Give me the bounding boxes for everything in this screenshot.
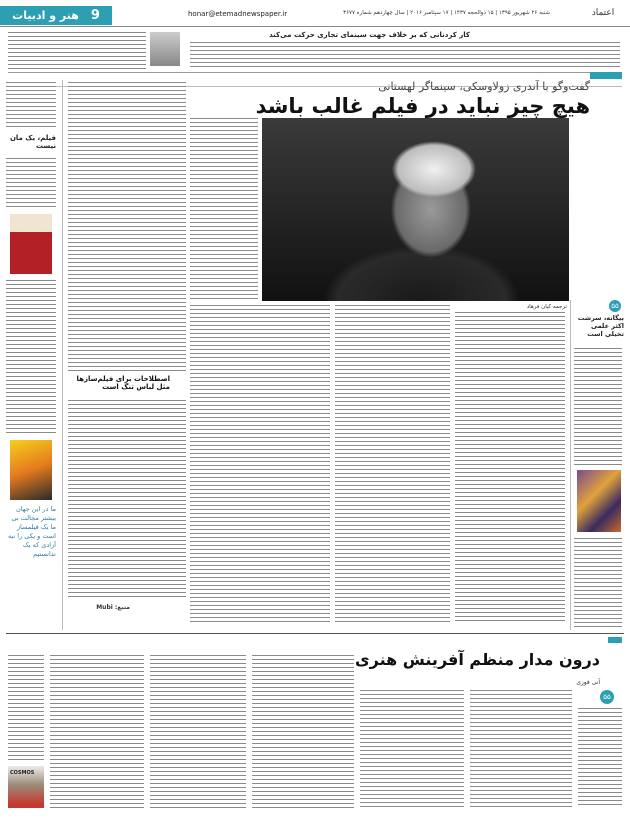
teaser-title[interactable]: کار کردنانی که بر خلاف جهت سینمای تجاری حرکت می‌کند — [269, 31, 470, 39]
section-tag — [0, 6, 112, 25]
left-column-title[interactable]: فیلم، یک مان نیست — [9, 134, 56, 150]
dateline: شنبه ۲۶ شهریور ۱۳۹۵ | ۱۵ ذوالحجه ۱۴۳۷ | ۱۷ سپتامبر ۲۰۱۶ | سال چهاردهم شماره ۳۶۷۷ — [343, 10, 550, 16]
bottom-text-col — [8, 655, 44, 760]
newspaper-logo: اعتماد — [591, 8, 615, 18]
film-poster — [577, 470, 621, 532]
main-text-col — [190, 305, 330, 625]
bottom-text-col — [50, 655, 144, 808]
kicker-tab — [590, 72, 622, 79]
left-column-quote: ما در این جهان بیشتر مجالت بی ما یک فیلمساز است و یکی را نبه آزادی که یک ندانستیم — [7, 505, 56, 558]
left-column-text — [6, 158, 56, 210]
kicker-tab — [608, 637, 622, 643]
column-divider — [570, 300, 571, 630]
teaser-text — [190, 42, 620, 70]
main-text-col — [68, 82, 186, 372]
bottom-author: آنی فوزی — [576, 679, 600, 686]
main-headline[interactable]: هیچ چیز نباید در فیلم غالب باشد — [255, 94, 590, 118]
book-cover-label: COSMOS — [10, 770, 35, 776]
photo-caption: ترجمه کیان فرهاد — [526, 304, 567, 310]
teaser-text-left — [8, 32, 146, 70]
main-supertitle: گفت‌وگو با آندری زولاوسکی، سینماگر لهستانی — [378, 80, 590, 93]
bottom-text-col — [360, 690, 464, 808]
main-text-col — [455, 312, 565, 624]
column-badge: ۵۵ — [609, 300, 621, 312]
main-photo — [262, 118, 569, 301]
bottom-headline[interactable]: درون مدار منظم آفرینش هنری — [354, 650, 600, 669]
pull-quote: اصطلاحات برای فیلم‌سازها مثل لباس تنگ است — [76, 375, 170, 391]
page-number: 9 — [90, 8, 100, 23]
main-text-col — [335, 305, 450, 625]
bottom-text-col — [470, 690, 572, 808]
source-byline: منبع: Mubi — [96, 604, 130, 611]
right-column-text — [574, 348, 622, 466]
story-divider — [6, 633, 624, 634]
film-poster — [10, 440, 52, 500]
section-title: هنر و ادبیات — [12, 9, 79, 22]
main-text-col — [68, 400, 186, 600]
teaser-photo — [150, 32, 180, 66]
divider — [8, 72, 622, 73]
bottom-text-col — [252, 655, 354, 808]
section-email[interactable]: honar@etemadnewspaper.ir — [188, 10, 288, 18]
film-poster — [10, 214, 52, 274]
left-column-text — [6, 280, 56, 436]
bottom-intro-text — [578, 708, 622, 808]
right-column-text — [574, 538, 622, 628]
bottom-text-col — [150, 655, 246, 808]
right-column-title[interactable]: بیگانه، سرشت اکثر علمی تخیلی است — [577, 314, 624, 338]
column-badge: ۵۵ — [600, 690, 614, 704]
main-text-col — [190, 118, 258, 300]
left-column-text — [6, 82, 56, 130]
column-divider — [62, 80, 63, 630]
